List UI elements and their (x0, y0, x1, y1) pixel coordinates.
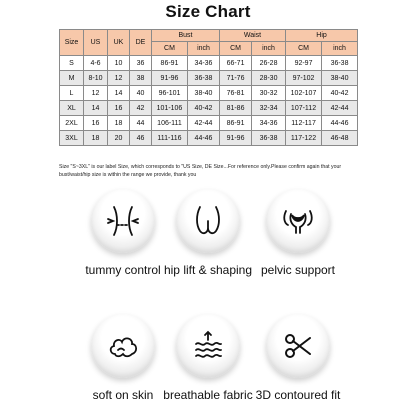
page-title: Size Chart (165, 2, 251, 21)
feature-label: hip lift & shaping (163, 263, 253, 277)
table-cell: 38-40 (188, 86, 220, 101)
table-row (60, 131, 358, 146)
table-cell: L (60, 86, 84, 101)
unit-bust-inch: inch (188, 42, 220, 56)
table-cell: 36-38 (252, 131, 286, 146)
table-cell: 26-28 (252, 56, 286, 71)
feature-label: tummy control (85, 263, 161, 277)
table-cell: 2XL (60, 116, 84, 131)
airflow-icon (188, 326, 228, 366)
table-cell: 34-36 (188, 56, 220, 71)
hip-shape-icon (188, 201, 228, 241)
table-cell: 91-96 (152, 71, 188, 86)
table-cell: 97-102 (286, 71, 322, 86)
header-us: US (84, 30, 108, 56)
waist-compress-icon (103, 201, 143, 241)
table-cell: 86-91 (152, 56, 188, 71)
feature-label: pelvic support (260, 263, 336, 277)
table-row (60, 116, 358, 131)
table-cell: 12 (84, 86, 108, 101)
feature-pelvic-support (228, 189, 368, 277)
table-cell: 117-122 (286, 131, 322, 146)
table-cell: M (60, 71, 84, 86)
feature-label: breathable fabric (163, 388, 253, 402)
table-cell: S (60, 56, 84, 71)
table-cell: 92-97 (286, 56, 322, 71)
table-cell: 44-46 (188, 131, 220, 146)
table-cell: 111-116 (152, 131, 188, 146)
unit-hip-inch: inch (322, 42, 358, 56)
table-cell: 102-107 (286, 86, 322, 101)
table-cell: 16 (84, 116, 108, 131)
table-cell: 10 (108, 56, 130, 71)
table-cell: 34-36 (252, 116, 286, 131)
table-cell: 86-91 (220, 116, 252, 131)
table-cell: 14 (108, 86, 130, 101)
table-cell: 38-40 (322, 71, 358, 86)
table-cell: XL (60, 101, 84, 116)
table-cell: 32-34 (252, 101, 286, 116)
table-row (60, 71, 358, 86)
header-waist: Waist (220, 30, 286, 42)
pelvis-icon (278, 201, 318, 241)
table-cell: 8-10 (84, 71, 108, 86)
table-cell: 96-101 (152, 86, 188, 101)
table-cell: 40-42 (322, 86, 358, 101)
table-cell: 28-30 (252, 71, 286, 86)
table-cell: 76-81 (220, 86, 252, 101)
table-cell: 46-48 (322, 131, 358, 146)
table-cell: 107-112 (286, 101, 322, 116)
table-cell: 18 (84, 131, 108, 146)
table-cell: 40-42 (188, 101, 220, 116)
feature-label: soft on skin (92, 388, 154, 402)
cloud-icon (103, 326, 143, 366)
table-cell: 30-32 (252, 86, 286, 101)
table-cell: 36-38 (188, 71, 220, 86)
size-note: Size "S~3XL" is our label Size, which corresponds to "US Size, DE Size...For reference only.Please confirm again that your bust/waist/hip size is within the range we provide, thank you (59, 164, 342, 178)
table-cell: 81-86 (220, 101, 252, 116)
table-cell: 14 (84, 101, 108, 116)
table-cell: 16 (108, 101, 130, 116)
table-cell: 101-106 (152, 101, 188, 116)
table-row (60, 101, 358, 116)
table-cell: 112-117 (286, 116, 322, 131)
table-cell: 36 (130, 56, 152, 71)
header-size: Size (60, 30, 84, 56)
table-cell: 3XL (60, 131, 84, 146)
scissors-icon (278, 326, 318, 366)
table-cell: 46 (130, 131, 152, 146)
feature-label: 3D contoured fit (255, 388, 341, 402)
table-cell: 106-111 (152, 116, 188, 131)
header-uk: UK (108, 30, 130, 56)
feature-3d-contoured-fit (228, 314, 368, 402)
header-bust: Bust (152, 30, 220, 42)
table-cell: 42-44 (322, 101, 358, 116)
table-cell: 44 (130, 116, 152, 131)
table-row (60, 56, 358, 71)
table-cell: 91-96 (220, 131, 252, 146)
table-cell: 20 (108, 131, 130, 146)
table-cell: 40 (130, 86, 152, 101)
table-cell: 42-44 (188, 116, 220, 131)
table-cell: 42 (130, 101, 152, 116)
size-chart-table (59, 29, 358, 146)
header-hip: Hip (286, 30, 358, 42)
table-row (60, 86, 358, 101)
table-cell: 12 (108, 71, 130, 86)
table-cell: 38 (130, 71, 152, 86)
table-cell: 36-38 (322, 56, 358, 71)
table-cell: 4-6 (84, 56, 108, 71)
table-cell: 66-71 (220, 56, 252, 71)
table-cell: 71-76 (220, 71, 252, 86)
table-cell: 18 (108, 116, 130, 131)
feature-badge (266, 189, 330, 253)
table-cell: 44-46 (322, 116, 358, 131)
feature-badge (266, 314, 330, 378)
header-de: DE (130, 30, 152, 56)
unit-waist-inch: inch (252, 42, 286, 56)
unit-hip-cm: CM (286, 42, 322, 56)
unit-waist-cm: CM (220, 42, 252, 56)
unit-bust-cm: CM (152, 42, 188, 56)
